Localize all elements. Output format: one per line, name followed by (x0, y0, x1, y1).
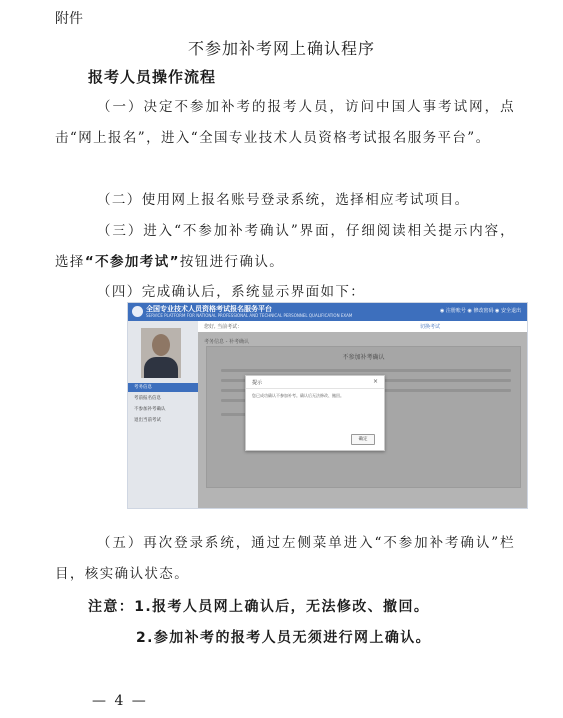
platform-brand-subtitle: SERVICE PLATFORM FOR NATIONAL PROFESSIONAL AND TECHNICAL PERSONNEL QUALIFICATION EXAM (146, 313, 353, 318)
dialog-ok-button[interactable]: 确定 (351, 434, 375, 445)
platform-header (128, 303, 527, 321)
confirmation-dialog (245, 375, 385, 451)
note-label: 注意： (88, 599, 135, 615)
platform-logo-icon (132, 306, 143, 317)
page-number: — 4 — (92, 693, 148, 709)
step-3-text-end: 按钮进行确认。 (179, 254, 285, 270)
platform-brand: 全国专业技术人员资格考试报名服务平台 (146, 305, 272, 313)
dialog-divider (246, 388, 384, 389)
step-3-paragraph (55, 216, 515, 278)
system-screenshot (127, 302, 528, 509)
section-heading: 报考人员操作流程 (88, 68, 217, 86)
sidebar-item-exit-exam[interactable]: 退出当前考试 (134, 418, 161, 423)
step-3-text: （三）进入“不参加补考确认”界面，仔细阅读相关提示内容，选择 (55, 223, 515, 270)
info-bar-text: 您好, 当前考试： (204, 324, 243, 330)
step-5-paragraph: （五）再次登录系统，通过左侧菜单进入“不参加补考确认”栏目，核实确认状态。 (55, 535, 515, 582)
note-item-2: 2.参加补考的报考人员无须进行网上确认。 (136, 630, 432, 646)
avatar-body (144, 357, 178, 378)
attachment-label: 附件 (55, 11, 83, 27)
switch-exam-link[interactable]: 切换考试 (420, 324, 441, 330)
document-title: 不参加补考网上确认程序 (187, 39, 375, 58)
sidebar-item-exam-info[interactable]: 考务信息 (128, 383, 198, 392)
sidebar-item-registration-info[interactable]: 考前报名信息 (134, 396, 161, 401)
note-line-1 (88, 592, 429, 623)
dialog-message: 您已成功确认不参加补考。确认后无法修改、撤回。 (252, 393, 344, 398)
note-item-1: 1.报考人员网上确认后，无法修改、撤回。 (134, 599, 430, 615)
breadcrumb: 考务信息 - 补考确认 (204, 339, 249, 345)
header-links[interactable]: ◉ 注册账号 ◉ 修改密码 ◉ 安全退出 (439, 308, 521, 314)
avatar (141, 328, 181, 378)
step-4-paragraph: （四）完成确认后，系统显示界面如下： (97, 284, 366, 300)
close-icon[interactable]: × (372, 378, 378, 385)
avatar-head (152, 334, 170, 356)
dialog-title: 提示 (252, 380, 263, 386)
panel-title: 不参加补考确认 (342, 354, 385, 361)
sidebar-item-skip-makeup-confirm[interactable]: 不参加补考确认 (134, 407, 166, 412)
step-1-paragraph: （一）决定不参加补考的报考人员，访问中国人事考试网，点击“网上报名”，进入“全国专业技术人员资格考试报名服务平台”。 (55, 99, 515, 146)
step-2-paragraph: （二）使用网上报名账号登录系统，选择相应考试项目。 (97, 192, 470, 208)
step-3-bold-button-name: “不参加考试” (84, 254, 180, 270)
sidebar (128, 321, 198, 508)
